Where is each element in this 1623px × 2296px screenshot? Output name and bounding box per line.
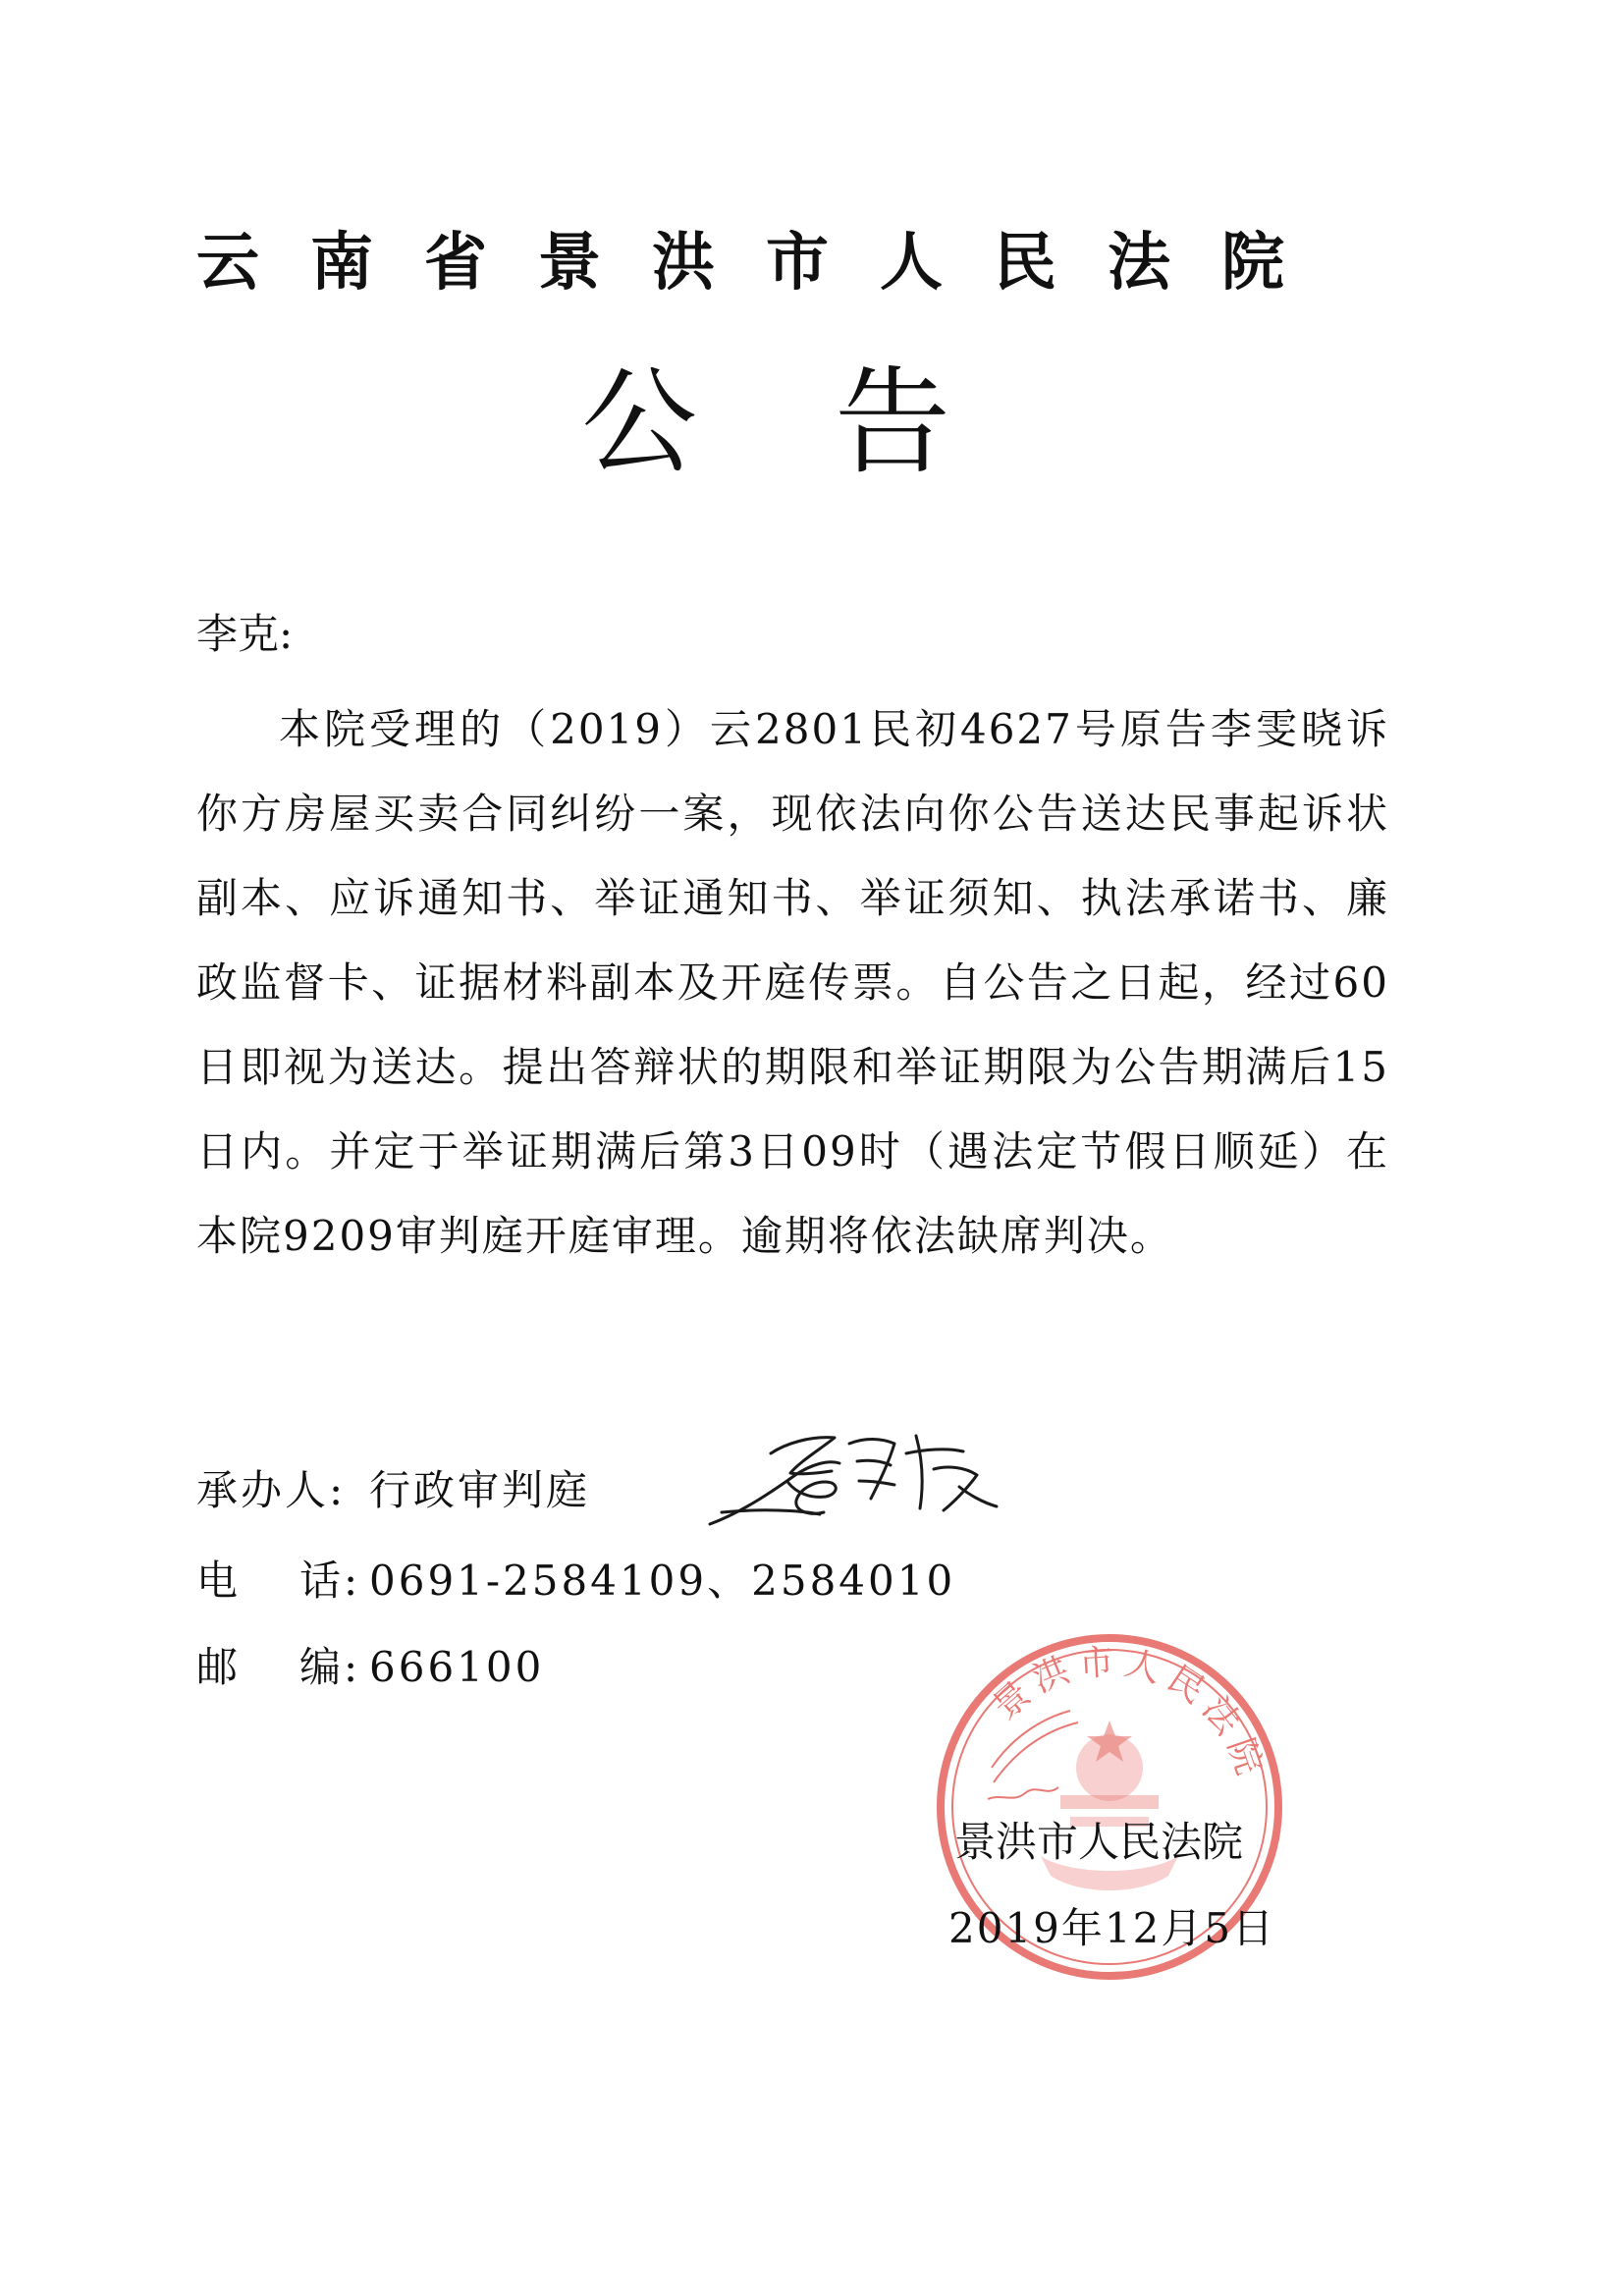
postal-label	[196, 1640, 369, 1695]
phone-line	[196, 1554, 955, 1609]
addressee: 李克:	[196, 610, 294, 658]
handler-line	[196, 1463, 590, 1518]
postal-label-part1: 邮	[196, 1643, 242, 1691]
handwritten-signature	[702, 1414, 1006, 1532]
handler-label: 承办人:	[196, 1466, 347, 1514]
phone-label-part2: 话:	[299, 1557, 361, 1605]
postal-code-line	[196, 1640, 544, 1695]
phone-value: 0691-2584109、2584010	[369, 1557, 956, 1605]
handler-value: 行政审判庭	[369, 1466, 591, 1514]
issue-date: 2019年12月5日	[948, 1904, 1276, 1952]
phone-label	[196, 1554, 369, 1609]
notice-body: 本院受理的（2019）云2801民初4627号原告李雯晓诉你方房屋买卖合同纠纷一案，现依法向你公告送达民事起诉状副本、应诉通知书、举证通知书、举证须知、执法承诺书、廉政监督卡、证据材料副本及开庭传票。自公告之日起，经过60日即视为送达。提出答辩状的期限和举证期限为公告期满后15日内。并定于举证期满后第3日09时（遇法定节假日顺延）在本院9209审判庭开庭审理。逾期将依法缺席判决。	[196, 705, 1389, 1260]
issuing-court: 景洪市人民法院	[954, 1818, 1244, 1866]
seal-text: 景洪市人民法院	[985, 1641, 1272, 1787]
phone-label-part1: 电	[196, 1557, 242, 1605]
notice-title: 公告	[580, 355, 1088, 490]
postal-label-part2: 编:	[299, 1643, 361, 1691]
postal-value: 666100	[369, 1643, 545, 1691]
court-name-heading: 云南省景洪市人民法院	[196, 227, 1335, 300]
